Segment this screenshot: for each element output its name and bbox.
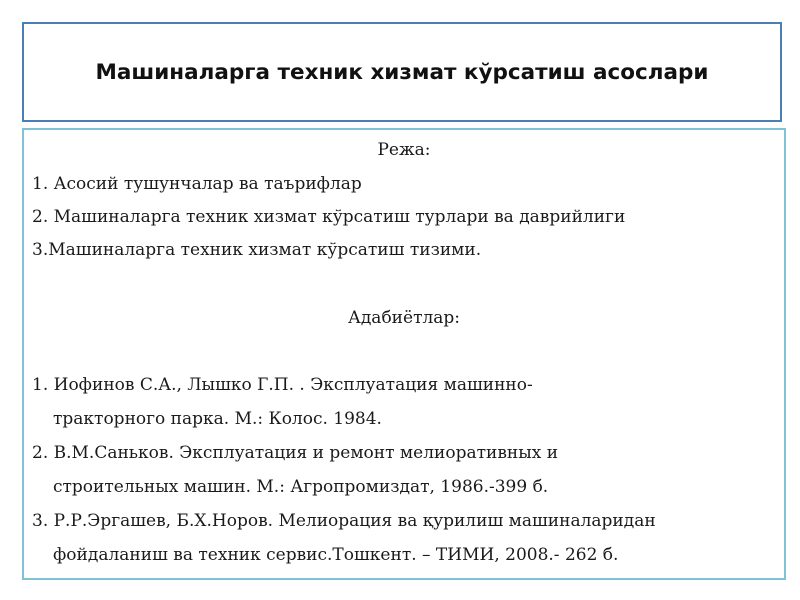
literature-item-continuation: тракторного парка. М.: Колос. 1984.: [53, 409, 382, 429]
literature-item: 1. Иофинов С.А., Лышко Г.П. . Эксплуатация машинно-: [32, 375, 533, 395]
slide-title: Машиналарга техник хизмат кўрсатиш асослари: [95, 59, 709, 85]
literature-item-continuation: фойдаланиш ва техник сервис.Тошкент. – ТИМИ, 2008.- 262 б.: [53, 545, 619, 565]
slide-content-box: [22, 128, 786, 580]
slide-title-box: [22, 22, 782, 122]
literature-item: 3. Р.Р.Эргашев, Б.Х.Норов. Мелиорация ва қурилиш машиналаридан: [32, 511, 656, 531]
plan-heading: Режа:: [377, 140, 431, 160]
literature-item-continuation: строительных машин. М.: Агропромиздат, 1986.-399 б.: [53, 477, 549, 497]
plan-item: 1. Асосий тушунчалар ва таърифлар: [32, 174, 362, 194]
literature-heading: Адабиётлар:: [347, 308, 461, 328]
plan-item: 2. Машиналарга техник хизмат кўрсатиш турлари ва даврийлиги: [32, 207, 626, 227]
plan-item: 3.Машиналарга техник хизмат кўрсатиш тизими.: [32, 240, 482, 260]
literature-item: 2. В.М.Саньков. Эксплуатация и ремонт мелиоративных и: [32, 443, 559, 463]
